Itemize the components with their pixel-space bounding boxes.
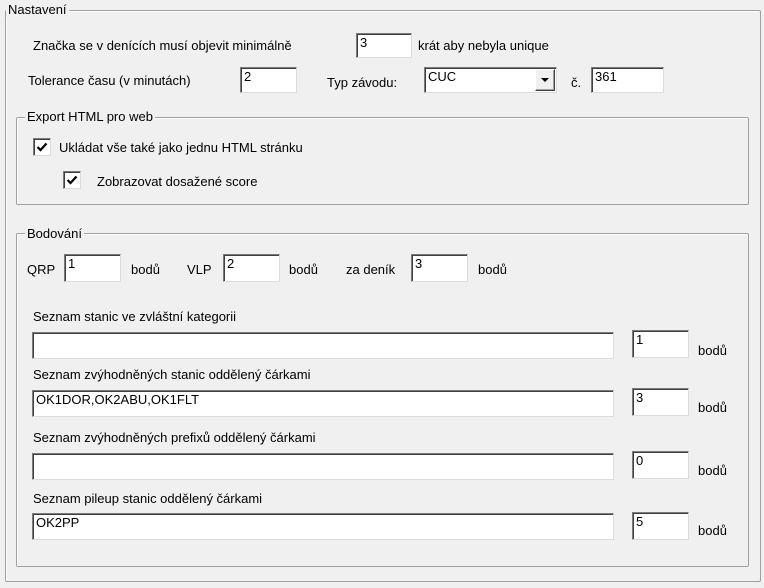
min-occurrence-input[interactable]: 3	[356, 33, 412, 58]
vlp-unit: bodů	[289, 262, 318, 277]
save-html-checkbox[interactable]	[33, 138, 51, 156]
min-occurrence-suffix: krát aby nebyla unique	[418, 38, 549, 53]
points-unit: bodů	[698, 343, 727, 358]
show-score-checkbox[interactable]	[63, 171, 81, 189]
chevron-down-icon	[536, 70, 554, 90]
checkmark-icon	[36, 141, 48, 153]
nastaveni-legend: Nastavení	[8, 2, 67, 17]
list-label: Seznam pileup stanic oddělený čárkami	[33, 491, 263, 506]
tolerance-input[interactable]: 2	[240, 67, 297, 93]
save-html-label: Ukládat vše také jako jednu HTML stránku	[59, 140, 303, 155]
list-label: Seznam zvýhodněných prefixů oddělený čárkami	[33, 430, 316, 445]
favored-prefixes-points-input[interactable]: 0	[632, 451, 689, 479]
list-label: Seznam zvýhodněných stanic oddělený čárkami	[33, 367, 311, 382]
points-unit: bodů	[698, 463, 727, 478]
export-html-legend: Export HTML pro web	[27, 109, 153, 124]
tolerance-label: Tolerance času (v minutách)	[28, 73, 191, 88]
race-number-label: č.	[571, 75, 582, 90]
points-unit: bodů	[698, 400, 727, 415]
export-html-group	[16, 117, 749, 205]
race-type-label: Typ závodu:	[327, 75, 398, 90]
race-type-dropdown-button[interactable]	[535, 69, 555, 91]
pileup-stations-points-input[interactable]: 5	[632, 512, 689, 540]
qrp-input[interactable]: 1	[64, 254, 121, 282]
show-score-label: Zobrazovat dosažené score	[97, 174, 258, 189]
min-occurrence-label: Značka se v denících musí objevit minimálně	[33, 38, 292, 53]
race-number-input[interactable]: 361	[591, 67, 664, 93]
favored-stations-input[interactable]: OK1DOR,OK2ABU,OK1FLT	[32, 390, 614, 417]
vlp-input[interactable]: 2	[223, 254, 280, 282]
favored-prefixes-input[interactable]	[32, 453, 614, 480]
qrp-unit: bodů	[131, 262, 160, 277]
favored-stations-points-input[interactable]: 3	[632, 388, 689, 416]
pileup-stations-input[interactable]: OK2PP	[32, 513, 614, 540]
list-label: Seznam stanic ve zvláštní kategorii	[33, 309, 237, 324]
special-category-input[interactable]	[32, 332, 614, 359]
points-unit: bodů	[698, 523, 727, 538]
log-input[interactable]: 3	[411, 254, 468, 282]
checkmark-icon	[66, 174, 78, 186]
qrp-label: QRP	[27, 262, 56, 277]
log-unit: bodů	[478, 262, 507, 277]
special-category-points-input[interactable]: 1	[632, 330, 689, 358]
bodovani-legend: Bodování	[27, 226, 82, 241]
race-type-value: CUC	[428, 69, 457, 84]
vlp-label: VLP	[187, 262, 212, 277]
log-label: za deník	[346, 262, 396, 277]
